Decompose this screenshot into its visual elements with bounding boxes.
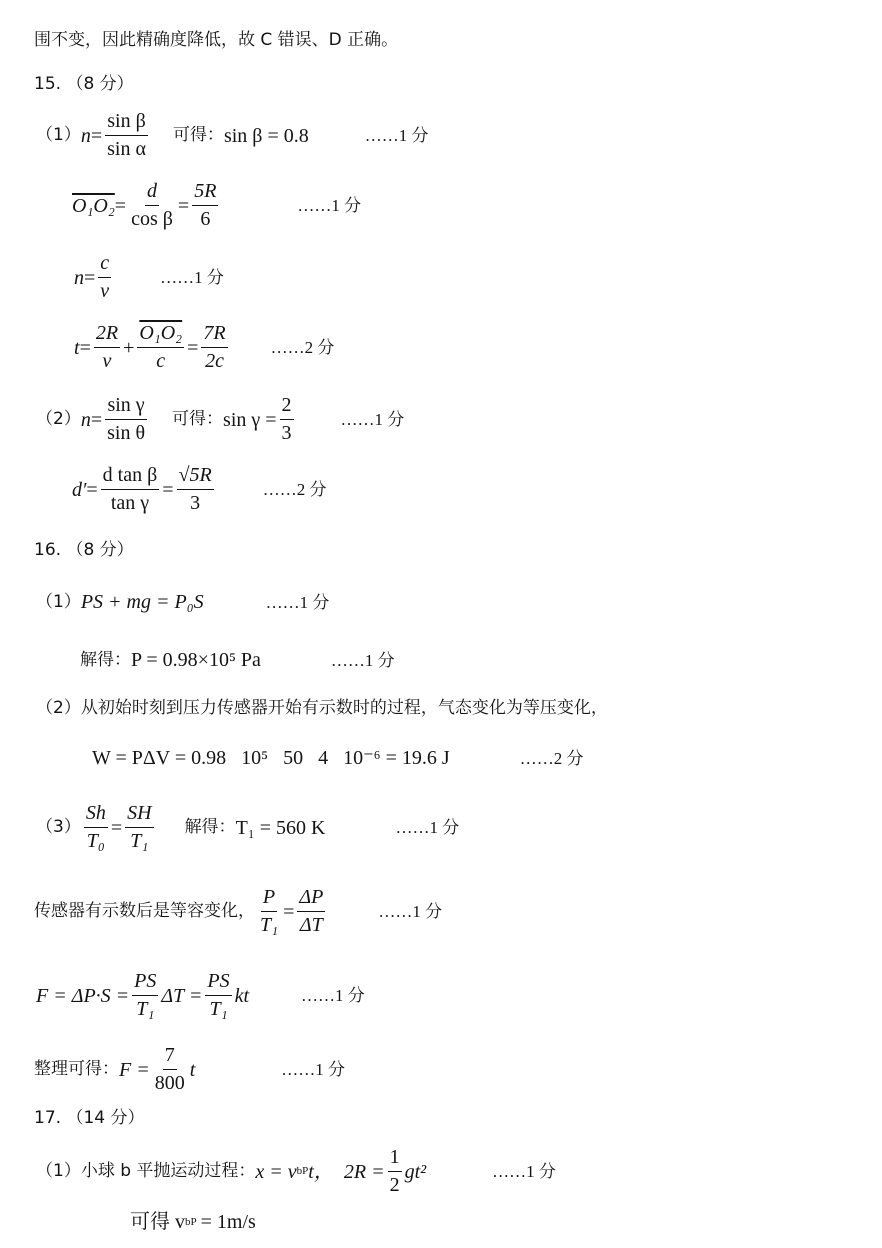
frac-num: O₁O₂ xyxy=(137,322,184,348)
q16-frac-dp-dt xyxy=(297,886,325,937)
frac-den: sin θ xyxy=(107,422,146,444)
q15-sin-beta-result: sin β = 0.8 xyxy=(223,124,309,147)
score-mark: ……1 分 xyxy=(330,650,395,670)
q15-eq5-row: （2） n = $\frac{\text{sin γ}}{\text{sin θ}}$ 可得： sin γ = $\frac{2}{3}$ ……1 分 xyxy=(36,394,405,444)
q16-t: t xyxy=(189,1058,196,1081)
q17-eq2-row xyxy=(130,1212,256,1232)
q15-header: 15. （8 分） xyxy=(34,74,134,94)
q16-part2-text: （2）从初始时刻到压力传感器开始有示数时的过程，气态变化为等压变化， xyxy=(36,698,608,718)
frac-den: T₁ xyxy=(209,998,228,1020)
q15-part1-label: （1） xyxy=(36,125,81,145)
score-mark: ……1 分 xyxy=(364,126,429,145)
frac-den: 3 xyxy=(281,422,292,444)
frac-den: c xyxy=(156,350,166,372)
q15-frac-sing-sint xyxy=(105,394,147,445)
q16-solve-label-2: 解得： xyxy=(184,817,236,837)
q15-frac-2-3 xyxy=(280,394,294,445)
q15-frac-snell xyxy=(105,110,148,161)
frac-den: v xyxy=(102,350,112,372)
q15-sin-gamma-eq: sin γ = xyxy=(223,408,277,431)
frac-num: 1 xyxy=(388,1146,402,1172)
q16-eq4: T₁ = 560 K xyxy=(235,816,326,839)
q15-eq3-row: n = $\frac{c}{v}$ ……1 分 xyxy=(74,252,224,302)
q15-eq4-row: t = $\frac{2R}{v}$ + $\frac{\text{O₁O₂}}{c}$ = $\frac{7R}{2c}$ ……2 分 xyxy=(74,322,335,372)
frac-den: T₁ xyxy=(136,998,155,1020)
frac-den: T₁ xyxy=(130,830,149,852)
q16-eq1: PS + mg = P₀S xyxy=(80,591,204,613)
q16-frac-SH-T1 xyxy=(125,802,153,853)
score-mark: ……2 分 xyxy=(270,338,335,357)
score-mark: ……1 分 xyxy=(395,818,460,837)
q17-t-comma: t， xyxy=(308,1160,334,1183)
score-mark: ……2 分 xyxy=(262,480,327,499)
q16-part3-label: （3） xyxy=(36,817,81,837)
frac-num: sin γ xyxy=(105,394,146,420)
q15-frac-7r2c xyxy=(201,322,227,373)
score-mark: ……1 分 xyxy=(340,410,405,429)
intro-line: 围不变，因此精确度降低，故 C 错误、D 正确。 xyxy=(34,30,399,50)
frac-num: sin β xyxy=(105,110,148,136)
frac-num: 7 xyxy=(163,1044,177,1070)
q16-eq7-row xyxy=(34,1044,345,1095)
q16-solve-label: 解得： xyxy=(80,649,131,670)
q17-sub-bp-2: bP xyxy=(185,1215,197,1228)
q16-frac-ps-t1 xyxy=(132,970,158,1021)
q16-eq5-row: 传感器有示数后是等容变化， $\frac{P}{\text{T₁}}$ = $\frac{\Delta P}{\Delta T}$ ……1 分 xyxy=(34,886,443,936)
q16-eq4-row: （3） $\frac{Sh}{\text{T₀}}$ = $\frac{SH}{\text{T₁}}$ 解得： T₁ = 560 K ……1 分 xyxy=(36,802,460,852)
frac-num: 2R xyxy=(94,322,120,348)
frac-den: 6 xyxy=(200,208,211,230)
q15-frac-d-cos xyxy=(129,180,175,231)
q16-eq3: W = PΔV = 0.98 10⁵ 50 4 10⁻⁶ = 19.6 J xyxy=(92,747,450,769)
q15-can-get-2: 可得： xyxy=(172,409,224,429)
q15-frac-sqrt5r3 xyxy=(177,464,214,515)
q16-frac-sh-t0 xyxy=(84,802,108,853)
frac-den: 2 xyxy=(389,1174,400,1196)
q17-x-eq: x = v xyxy=(255,1160,297,1183)
q17-eq1-row xyxy=(36,1146,556,1197)
q15-frac-cv xyxy=(98,252,111,303)
frac-den: 3 xyxy=(190,492,201,514)
q15-part2-label: （2） xyxy=(36,409,81,429)
q17-2r-eq: 2R = xyxy=(343,1160,385,1183)
score-mark: ……1 分 xyxy=(265,592,330,612)
frac-den: T₀ xyxy=(86,830,105,852)
frac-num: PS xyxy=(205,970,231,996)
q16-force-lhs: F = ΔP·S = xyxy=(36,984,130,1007)
score-mark: ……1 分 xyxy=(492,1162,556,1181)
score-mark: ……1 分 xyxy=(160,268,224,287)
q16-eq3-row xyxy=(92,748,583,768)
score-mark: ……1 分 xyxy=(281,1060,346,1079)
q17-result: = 1m/s xyxy=(200,1211,256,1233)
frac-num: c xyxy=(98,252,111,278)
frac-den: tan γ xyxy=(110,492,150,514)
q16-frac-p-t1 xyxy=(258,886,280,937)
equals: = xyxy=(90,124,103,147)
q16-eq1-row xyxy=(36,592,329,612)
q15-frac-2rv xyxy=(94,322,120,373)
frac-num: PS xyxy=(132,970,158,996)
q15-o1o2: O₁O₂ xyxy=(72,194,115,217)
q16-kt: kt xyxy=(234,984,250,1007)
q15-can-get: 可得： xyxy=(172,125,224,145)
q15-frac-o1o2-c xyxy=(137,322,184,373)
q16-dt: ΔT = xyxy=(161,984,203,1007)
score-mark: ……1 分 xyxy=(378,902,443,921)
q17-header: 17. （14 分） xyxy=(34,1108,145,1128)
q15-n: n xyxy=(80,124,91,147)
score-mark: ……1 分 xyxy=(297,196,362,215)
frac-den: 800 xyxy=(154,1072,185,1094)
q16-eq6-row xyxy=(36,970,365,1021)
q15-frac-5r6 xyxy=(192,180,218,231)
frac-num: SH xyxy=(125,802,153,828)
q17-gt2: gt² xyxy=(404,1160,427,1183)
frac-num: ΔP xyxy=(297,886,325,912)
q17-sub-bp: bP xyxy=(296,1165,309,1177)
q16-header: 16. （8 分） xyxy=(34,540,134,560)
frac-den: T₁ xyxy=(260,914,279,936)
frac-num: d xyxy=(145,180,159,206)
frac-num: Sh xyxy=(84,802,108,828)
frac-num: √5R xyxy=(177,464,214,490)
q16-frac-7-800 xyxy=(153,1044,187,1095)
q16-frac-ps-t1-2 xyxy=(205,970,231,1021)
score-mark: ……1 分 xyxy=(301,986,365,1005)
q16-part1-label: （1） xyxy=(36,591,81,612)
q15-eq2-row: O₁O₂ = $\frac{d}{\text{cos β}}$ = $\frac{5R}{6}$ ……1 分 xyxy=(72,180,362,230)
score-mark: ……2 分 xyxy=(519,748,584,768)
frac-num: 7R xyxy=(201,322,227,348)
frac-den: cos β xyxy=(131,208,173,230)
frac-num: 2 xyxy=(280,394,294,420)
frac-den: v xyxy=(100,280,110,302)
q16-f-eq: F = xyxy=(119,1058,150,1081)
frac-num: d tan β xyxy=(101,464,160,490)
frac-num: P xyxy=(261,886,277,912)
q16-organize-label: 整理可得： xyxy=(34,1059,119,1079)
frac-den: 2c xyxy=(205,350,224,372)
q16-eq2: P = 0.98×10⁵ Pa xyxy=(131,649,261,671)
frac-den: sin α xyxy=(107,138,146,160)
q15-frac-dtan xyxy=(101,464,160,515)
q15-eq1-row xyxy=(36,110,428,161)
frac-num: 5R xyxy=(192,180,218,206)
q16-sensor-text: 传感器有示数后是等容变化， xyxy=(34,901,255,921)
frac-den: ΔT xyxy=(299,914,323,936)
q17-can-get: 可得 v xyxy=(130,1211,185,1233)
q16-eq2-row xyxy=(80,650,395,670)
q17-frac-half xyxy=(388,1146,402,1197)
q17-part1-text: （1）小球 b 平抛运动过程： xyxy=(36,1161,256,1181)
q15-eq6-row: d′ = $\frac{\text{d tan β}}{\text{tan γ}}$ = $\frac{√5R}{3}$ ……2 分 xyxy=(72,464,327,514)
